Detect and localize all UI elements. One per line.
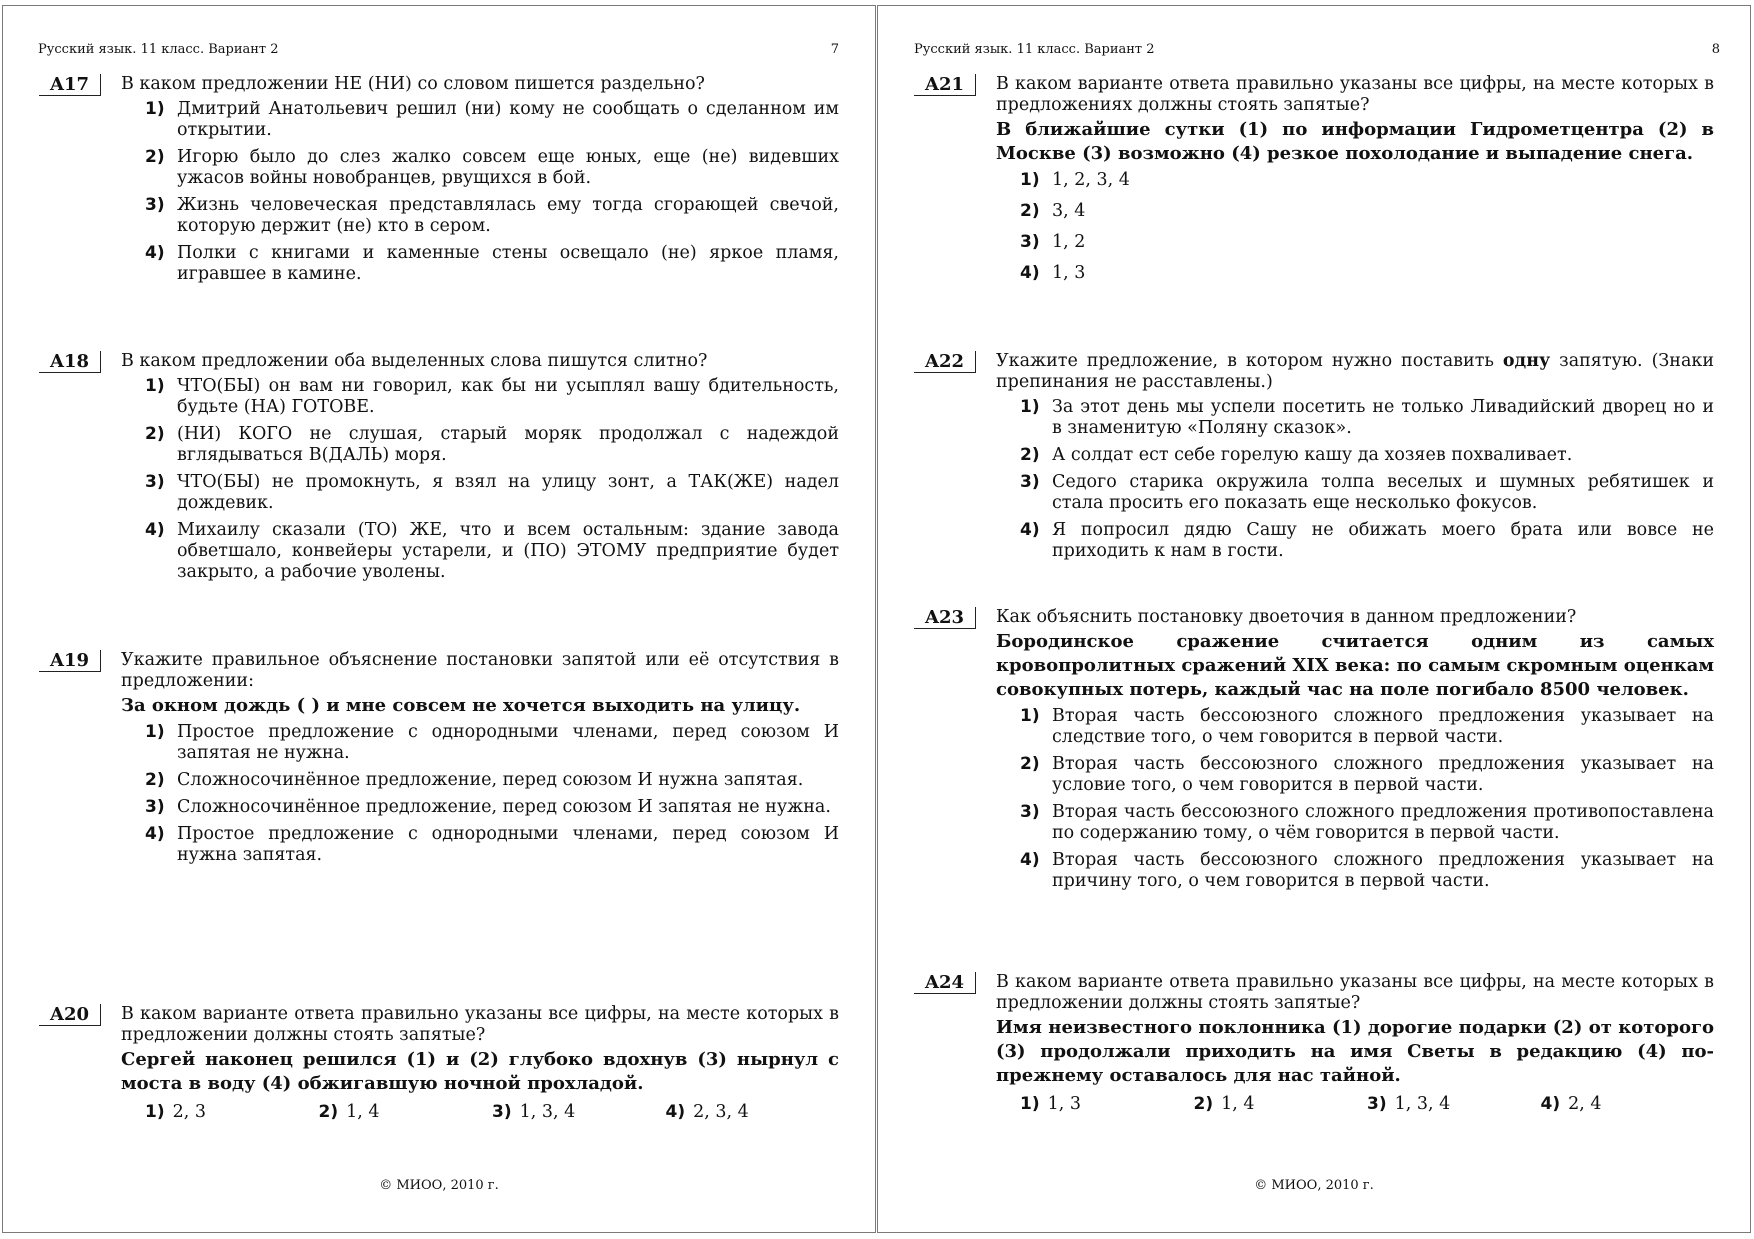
option-text: А солдат ест себе горелую кашу да хозяев похваливает. xyxy=(1052,445,1573,465)
option-number: 1) xyxy=(1020,706,1040,726)
task-sentence: Сергей наконец решился (1) и (2) глубоко вдохнув (3) нырнул с моста в воду (4) обжигавшую ночной прохладой. xyxy=(121,1049,839,1094)
question-text: запятую. (Знаки препинания не расставлены.) xyxy=(996,351,1715,392)
question-emphasis: одну xyxy=(1502,351,1551,371)
option-text: 2, 3, 4 xyxy=(693,1102,749,1122)
task-a19 xyxy=(39,650,839,872)
answer-option[interactable] xyxy=(145,722,839,764)
answer-option[interactable] xyxy=(1020,520,1714,562)
option-number: 2) xyxy=(1020,201,1040,221)
task-code: A20 xyxy=(39,1004,101,1026)
option-number: 2) xyxy=(145,770,165,790)
answer-options xyxy=(1020,397,1714,562)
page-number: 7 xyxy=(830,42,839,57)
answer-options xyxy=(1020,1094,1714,1115)
option-text: 1, 3 xyxy=(1047,1094,1082,1114)
option-number: 4) xyxy=(1020,520,1040,540)
option-text: Седого старика окружила толпа веселых и шумных ребятишек и стала просить его показать еще несколько фокусов. xyxy=(1052,472,1714,513)
answer-options xyxy=(145,1102,839,1123)
answer-option[interactable] xyxy=(1194,1094,1368,1115)
option-text: 3, 4 xyxy=(1052,201,1086,221)
page-number: 8 xyxy=(1711,42,1720,57)
option-text: Сложносочинённое предложение, перед союзом И запятая не нужна. xyxy=(177,797,831,817)
option-number: 2) xyxy=(1020,445,1040,465)
answer-option[interactable] xyxy=(1020,706,1714,748)
answer-option[interactable] xyxy=(1020,1094,1194,1115)
task-sentence: Бородинское сражение считается одним из самых кровопролитных сражений XIX века: по самым скромным оценкам совокупных потерь, каждый час на поле погибало 8500 человек. xyxy=(996,631,1714,700)
option-text: Вторая часть бессоюзного сложного предложения указывает на условие того, о чем говорится в первой части. xyxy=(1052,754,1714,795)
answer-option[interactable] xyxy=(145,147,839,189)
option-number: 4) xyxy=(665,1102,686,1122)
answer-options xyxy=(145,376,839,583)
option-text: ЧТО(БЫ) он вам ни говорил, как бы ни усыплял вашу бдительность, будьте (НА) ГОТОВЕ. xyxy=(177,376,839,417)
left-page xyxy=(2,5,876,1233)
option-text: 1, 3 xyxy=(1052,263,1086,283)
option-text: Михаилу сказали (ТО) ЖЕ, что и всем остальным: здание завода обветшало, конвейеры устарели, и (ПО) ЭТОМУ предприятие будет закрыто, а рабочие уволены. xyxy=(177,520,839,582)
page-header-title: Русский язык. 11 класс. Вариант 2 xyxy=(38,42,279,57)
task-a24 xyxy=(914,972,1714,1115)
option-text: Сложносочинённое предложение, перед союзом И нужна запятая. xyxy=(177,770,804,790)
option-number: 1) xyxy=(145,99,165,119)
answer-option[interactable] xyxy=(1020,850,1714,892)
answer-option[interactable] xyxy=(145,99,839,141)
option-number: 1) xyxy=(145,722,165,742)
option-number: 4) xyxy=(145,824,165,844)
option-text: Вторая часть бессоюзного сложного предложения противопоставлена по содержанию тому, о чём говорится в первой части. xyxy=(1052,802,1714,843)
task-question: Как объяснить постановку двоеточия в данном предложении? xyxy=(996,607,1577,627)
page-footer: © МИОО, 2010 г. xyxy=(1254,1178,1374,1193)
task-a18 xyxy=(39,351,839,589)
task-code: A21 xyxy=(914,74,976,96)
answer-options xyxy=(145,722,839,866)
option-number: 1) xyxy=(1020,170,1040,190)
option-text: 1, 2 xyxy=(1052,232,1086,252)
option-text: 1, 4 xyxy=(346,1102,380,1122)
option-number: 3) xyxy=(145,195,165,215)
option-number: 1) xyxy=(145,376,165,396)
option-number: 3) xyxy=(1020,802,1040,822)
task-question xyxy=(996,351,1714,393)
option-text: Вторая часть бессоюзного сложного предложения указывает на следствие того, о чем говорится в первой части. xyxy=(1052,706,1714,747)
option-text: Дмитрий Анатольевич решил (ни) кому не сообщать о сделанном им открытии. xyxy=(177,99,839,140)
option-number: 2) xyxy=(145,424,165,444)
task-question: В каком предложении НЕ (НИ) со словом пишется раздельно? xyxy=(121,74,705,94)
task-sentence: Имя неизвестного поклонника (1) дорогие подарки (2) от которого (3) продолжали приходить на имя Светы в редакцию (4) по-прежнему оставалось для нас тайной. xyxy=(996,1017,1714,1086)
answer-option[interactable] xyxy=(1020,170,1714,191)
answer-options xyxy=(1020,170,1714,284)
option-text: 2, 4 xyxy=(1568,1094,1602,1114)
task-question: В каком варианте ответа правильно указаны все цифры, на месте которых в предложении должны стоять запятые? xyxy=(996,972,1714,1013)
option-text: Игорю было до слез жалко совсем еще юных, еще (не) видевших ужасов войны новобранцев, рвущихся в бой. xyxy=(177,147,839,188)
answer-option[interactable] xyxy=(492,1102,666,1123)
option-number: 2) xyxy=(1020,754,1040,774)
answer-option[interactable] xyxy=(319,1102,493,1123)
option-text: 1, 3, 4 xyxy=(1394,1094,1451,1114)
task-code: A18 xyxy=(39,351,101,373)
option-number: 4) xyxy=(1020,263,1040,283)
answer-option[interactable] xyxy=(1020,754,1714,796)
option-text: Вторая часть бессоюзного сложного предложения указывает на причину того, о чем говорится в первой части. xyxy=(1052,850,1714,891)
option-text: 1, 3, 4 xyxy=(519,1102,576,1122)
question-text: Укажите предложение, в котором нужно поставить xyxy=(996,351,1503,371)
answer-option[interactable] xyxy=(666,1102,840,1123)
option-number: 4) xyxy=(145,243,165,263)
option-number: 1) xyxy=(145,1102,165,1122)
option-number: 3) xyxy=(1367,1094,1387,1114)
task-code: A19 xyxy=(39,650,101,672)
answer-option[interactable] xyxy=(1367,1094,1541,1115)
answer-option[interactable] xyxy=(145,243,839,285)
answer-option[interactable] xyxy=(1020,397,1714,439)
task-code: A22 xyxy=(914,351,976,373)
answer-option[interactable] xyxy=(1020,802,1714,844)
task-question: Укажите правильное объяснение постановки запятой или её отсутствия в предложении: xyxy=(121,650,839,691)
answer-option[interactable] xyxy=(1020,472,1714,514)
right-page xyxy=(877,5,1751,1233)
answer-option[interactable] xyxy=(145,376,839,418)
option-number: 1) xyxy=(1020,1094,1040,1114)
option-text: За этот день мы успели посетить не только Ливадийский дворец но и в знаменитую «Поляну сказок». xyxy=(1052,397,1714,438)
answer-option[interactable] xyxy=(1020,232,1714,253)
answer-option[interactable] xyxy=(1020,263,1714,284)
option-number: 2) xyxy=(1193,1094,1214,1114)
answer-option[interactable] xyxy=(1020,445,1714,466)
option-text: 1, 4 xyxy=(1221,1094,1255,1114)
answer-option[interactable] xyxy=(145,1102,319,1123)
task-sentence: В ближайшие сутки (1) по информации Гидрометцентра (2) в Москве (3) возможно (4) резкое похолодание и выпадение снега. xyxy=(996,119,1714,164)
task-code: A23 xyxy=(914,607,976,629)
option-number: 4) xyxy=(145,520,165,540)
task-code: A24 xyxy=(914,972,976,994)
task-question: В каком предложении оба выделенных слова пишутся слитно? xyxy=(121,351,708,371)
answer-option[interactable] xyxy=(145,195,839,237)
option-text: Простое предложение с однородными членами, перед союзом И запятая не нужна. xyxy=(177,722,839,763)
answer-option[interactable] xyxy=(1020,201,1714,222)
option-number: 4) xyxy=(1020,850,1040,870)
task-a23 xyxy=(914,607,1714,898)
option-text: Жизнь человеческая представлялась ему тогда сгорающей свечой, которую держит (не) кто в сером. xyxy=(177,195,839,236)
answer-options xyxy=(1020,706,1714,892)
page-footer: © МИОО, 2010 г. xyxy=(379,1178,499,1193)
answer-option[interactable] xyxy=(145,824,839,866)
answer-option[interactable] xyxy=(145,770,839,791)
option-text: (НИ) КОГО не слушая, старый моряк продолжал с надеждой вглядываться В(ДАЛЬ) моря. xyxy=(177,424,839,465)
task-code: A17 xyxy=(39,74,101,96)
task-a22 xyxy=(914,351,1714,568)
task-a17 xyxy=(39,74,839,291)
task-question: В каком варианте ответа правильно указаны все цифры, на месте которых в предложении должны стоять запятые? xyxy=(121,1004,839,1045)
option-number: 2) xyxy=(318,1102,339,1122)
task-question: В каком варианте ответа правильно указаны все цифры, на месте которых в предложениях должны стоять запятые? xyxy=(996,74,1714,115)
option-text: Простое предложение с однородными членами, перед союзом И нужна запятая. xyxy=(177,824,839,865)
option-number: 3) xyxy=(492,1102,512,1122)
option-number: 4) xyxy=(1540,1094,1561,1114)
answer-options xyxy=(145,99,839,285)
task-sentence: За окном дождь ( ) и мне совсем не хочется выходить на улицу. xyxy=(121,695,801,716)
option-number: 3) xyxy=(145,797,165,817)
answer-option[interactable] xyxy=(1541,1094,1715,1115)
task-a20 xyxy=(39,1004,839,1123)
option-text: Полки с книгами и каменные стены освещало (не) яркое пламя, игравшее в камине. xyxy=(177,243,839,284)
option-text: Я попросил дядю Сашу не обижать моего брата или вовсе не приходить к нам в гости. xyxy=(1052,520,1714,561)
option-number: 3) xyxy=(145,472,165,492)
answer-option[interactable] xyxy=(145,424,839,466)
option-number: 1) xyxy=(1020,397,1040,417)
option-number: 3) xyxy=(1020,472,1040,492)
answer-option[interactable] xyxy=(145,520,839,583)
answer-option[interactable] xyxy=(145,472,839,514)
option-text: 1, 2, 3, 4 xyxy=(1052,170,1130,190)
option-number: 3) xyxy=(1020,232,1040,252)
task-a21 xyxy=(914,74,1714,294)
option-number: 2) xyxy=(145,147,165,167)
option-text: ЧТО(БЫ) не промокнуть, я взял на улицу зонт, а ТАК(ЖЕ) надел дождевик. xyxy=(177,472,839,513)
option-text: 2, 3 xyxy=(172,1102,207,1122)
answer-option[interactable] xyxy=(145,797,839,818)
page-header-title: Русский язык. 11 класс. Вариант 2 xyxy=(914,42,1155,57)
